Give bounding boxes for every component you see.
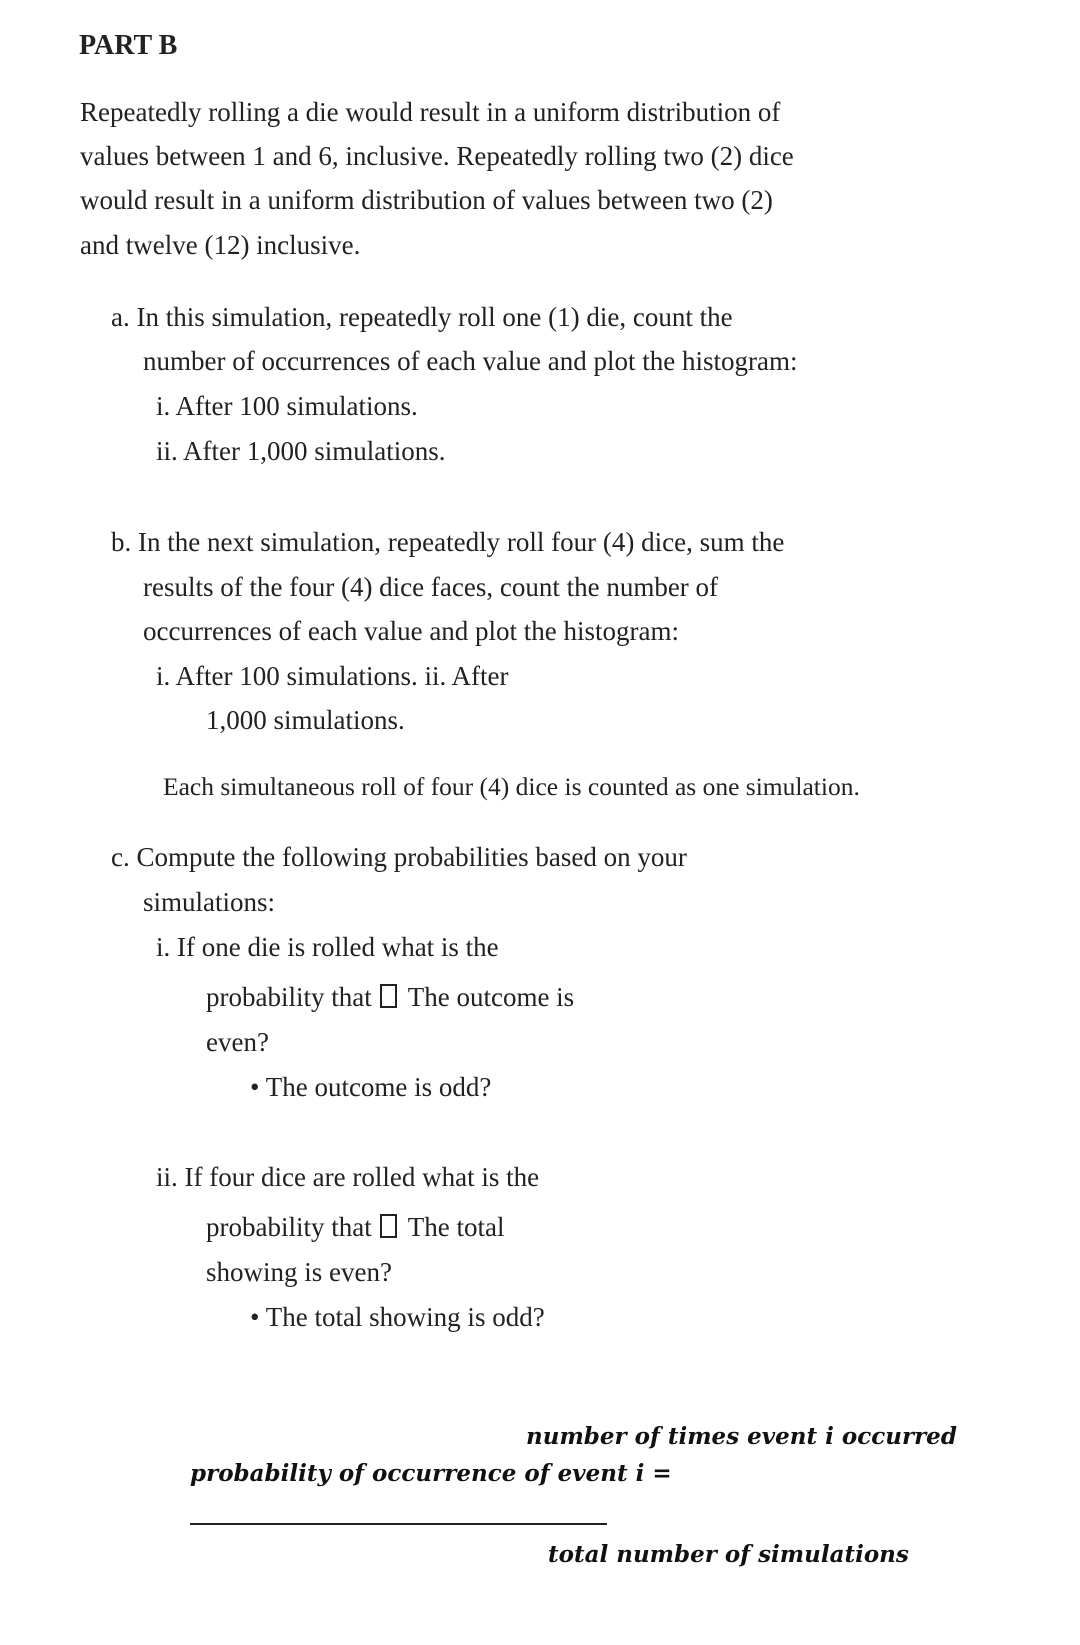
part-c-ii-line-2 bbox=[206, 1211, 504, 1243]
part-a-item-1: i. After 100 simulations. bbox=[156, 391, 418, 421]
checkbox-glyph-icon bbox=[380, 984, 397, 1008]
part-c-i-bullet: • The outcome is odd? bbox=[250, 1072, 492, 1102]
part-b-item-2: 1,000 simulations. bbox=[206, 705, 405, 735]
part-c-i-line-2-a: probability that bbox=[206, 982, 372, 1012]
part-b-line-3: occurrences of each value and plot the histogram: bbox=[143, 616, 680, 646]
part-c-ii-line-3: showing is even? bbox=[206, 1257, 392, 1287]
part-c-ii-line-1: ii. If four dice are rolled what is the bbox=[156, 1162, 540, 1192]
part-b-line-1: b. In the next simulation, repeatedly roll four (4) dice, sum the bbox=[111, 527, 785, 557]
checkbox-glyph-icon bbox=[380, 1214, 397, 1238]
part-c-i-line-2 bbox=[206, 981, 574, 1013]
part-c-i-line-3: even? bbox=[206, 1027, 269, 1057]
part-b-note: Each simultaneous roll of four (4) dice is counted as one simulation. bbox=[163, 772, 860, 801]
intro-line-1: Repeatedly rolling a die would result in a uniform distribution of bbox=[80, 97, 781, 127]
part-a-line-2: number of occurrences of each value and plot the histogram: bbox=[143, 346, 798, 376]
formula-lhs: probability of occurrence of event i = bbox=[190, 1460, 672, 1487]
part-b-line-2: results of the four (4) dice faces, count the number of bbox=[143, 572, 719, 602]
page-title: PART B bbox=[79, 30, 178, 61]
formula-numerator: number of times event i occurred bbox=[526, 1423, 957, 1450]
part-c-line-2: simulations: bbox=[143, 887, 276, 917]
part-a-item-2: ii. After 1,000 simulations. bbox=[156, 436, 446, 466]
formula-denominator: total number of simulations bbox=[548, 1541, 909, 1568]
formula-fraction-bar bbox=[190, 1523, 607, 1525]
part-c-ii-line-2-a: probability that bbox=[206, 1212, 372, 1242]
part-c-i-line-2-b: The outcome is bbox=[407, 982, 575, 1012]
intro-line-2: values between 1 and 6, inclusive. Repeatedly rolling two (2) dice bbox=[80, 141, 794, 171]
part-c-ii-line-2-b: The total bbox=[407, 1212, 505, 1242]
part-c-line-1: c. Compute the following probabilities based on your bbox=[111, 842, 687, 872]
part-c-ii-bullet: • The total showing is odd? bbox=[250, 1302, 545, 1332]
part-a-line-1: a. In this simulation, repeatedly roll one (1) die, count the bbox=[111, 302, 733, 332]
part-c-i-line-1: i. If one die is rolled what is the bbox=[156, 932, 499, 962]
intro-line-3: would result in a uniform distribution of values between two (2) bbox=[80, 185, 773, 215]
intro-line-4: and twelve (12) inclusive. bbox=[80, 230, 361, 260]
part-b-item-1: i. After 100 simulations. ii. After bbox=[156, 661, 509, 691]
